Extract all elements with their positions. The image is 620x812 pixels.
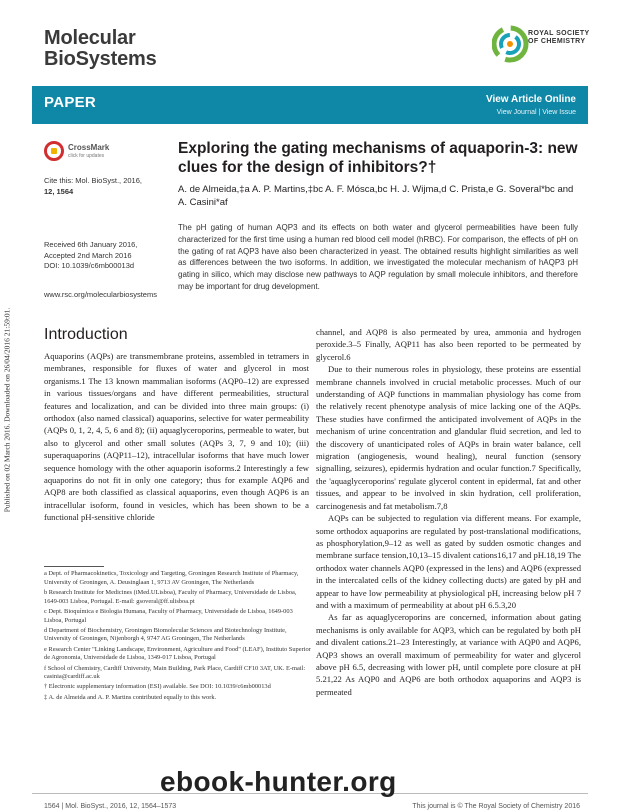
paragraph: channel, and AQP8 is also permeated by urea, ammonia and hydrogen peroxide.3–5 Finally, AQP11 has also been reported to be permeated by glycerol.6 bbox=[316, 327, 581, 362]
citation: Cite this: Mol. BioSyst., 2016, 12, 1564 bbox=[44, 176, 142, 196]
footnotes bbox=[44, 570, 312, 704]
journal-website-link[interactable]: www.rsc.org/molecularbiosystems bbox=[44, 290, 157, 299]
journal-name: Molecular BioSystems bbox=[44, 27, 157, 70]
footnote: c Dept. Bioquímica e Biologia Humana, Faculty of Pharmacy, Universidade de Lisboa, 1649-003 Lisboa, Portugal bbox=[44, 607, 293, 624]
article-type-banner bbox=[32, 86, 588, 124]
paragraph: Due to their numerous roles in physiology, these proteins are essential membrane channels involved in crucial metabolic processes. Much of our understanding of AQP functions in mammalian physiology has come from the relatively recent phenotype analysis of mice lacking one of the AQPs. These studies have confirmed the anticipated involvement of AQPs in the mechanism of urine concentration and glandular fluid secretion, and led to the discovery of unanticipated roles of AQPs in brain water balance, cell migration (angiogenesis, wound healing), neural function (sensory signalling, seizures), epidermis hydration and ocular function.7 Specifically, the 'aquaglyceroporins' regulate glycerol content in epidermal, fat and other tissues, and appear to be involved in skin hydration, cell proliferation, carcinogenesis and fat metabolism.7,8 bbox=[316, 364, 581, 511]
footnote: a Dept. of Pharmacokinetics, Toxicology and Targeting, Groningen Research Institute of Pharmacy, University of Groningen, A. Deusinglaan 1, 9713 AV Groningen, The Netherlands bbox=[44, 570, 299, 586]
download-stamp: Published on 02 March 2016. Downloaded on 26/04/2016 21:59:01. bbox=[2, 307, 12, 513]
footnote-divider bbox=[44, 566, 104, 567]
paragraph: Aquaporins (AQPs) are transmembrane proteins, assembled in tetramers in membranes, responsible for fluxes of water and glycerol in most organisms.1 The 13 known mammalian isoforms (AQP0–12) are expressed in various tissues/organs and have different permeabilities, structural features and localization, and can be divided into three main groups: (i) orthodox (also named classical) aquaporins, selective for water permeability (AQPs 0, 1, 2, 4, 5, 6 and 8); (ii) aquaglyceroporins, permeable to water, but also to glycerol and other small solutes (AQPs 3, 7, 9 and 10); (iii) superaquaporins (AQP11–12), intracellular isoforms that have much lower sequence homology with the other aquaporin isoforms.2 Interestingly a few aquaporins do not fit in only one category; thus for example AQP6 and AQP8 are both classified as classical aquaporins, even though AQP6 is an intracellular isoform, found in vesicles, which has been shown to be a functional pH-sensitive chloride bbox=[44, 351, 309, 523]
doi[interactable]: DOI: 10.1039/c6mb00013d bbox=[44, 261, 135, 270]
view-article-online-link[interactable]: View Article Online bbox=[485, 94, 576, 105]
crossmark-button[interactable]: CrossMark click for updates bbox=[44, 141, 124, 163]
footnote: d Department of Biochemistry, Groningen Biomolecular Sciences and Biotechnology Institute, University of Groningen, Nijenborgh 4, 9747 AG Groningen, The Netherlands bbox=[44, 626, 287, 643]
watermark: ebook-hunter.org bbox=[160, 766, 397, 797]
publisher-name: ROYAL SOCIETY OF CHEMISTRY bbox=[528, 30, 590, 45]
paragraph: AQPs can be subjected to regulation via different means. For example, some orthodox aquaporins are regulated by post-translational modifications, as phosphorylation,9–12 as well as gated by sudden osmotic changes and membrane surface tension,10,13–15 divalent cations16,17 and pH.18,19 The orthodox water channels AQP0 (expressed in the lens) and AQP6 (expressed in the intercalated cells of the kidney collecting ducts) are gated by pH and appear to have low permeability at physiological pH, increasing below pH 7 and with a maximum of permeability at about pH 6.5.3,20 bbox=[316, 513, 581, 610]
article-title: Exploring the gating mechanisms of aquaporin-3: new clues for the design of inhibitors?† bbox=[178, 140, 578, 176]
paragraph: As far as aquaglyceroporins are concerned, information about gating mechanisms is only available for AQP3, which can be regulated by both pH and divalent cations.21–23 Interestingly, at variance with AQP0 and AQP6, AQP3 shows an overall maximum of permeability for water and glycerol above pH 6.5, decreasing with lower pH, until complete pore closure at pH 5.21,22 As AQP0 and AQP6 are both orthodox aquaporins and AQP3 is permeated bbox=[316, 612, 581, 697]
section-heading-introduction: Introduction bbox=[44, 326, 128, 343]
article-type-label: PAPER bbox=[44, 94, 97, 111]
footnote: f School of Chemistry, Cardiff University, Main Building, Park Place, Cardiff CF10 3AT, UK. E-mail: casinia@cardiff.ac.uk bbox=[44, 664, 306, 681]
right-column-text bbox=[316, 326, 581, 698]
footnote: b Research Institute for Medicines (iMed.ULisboa), Faculty of Pharmacy, Universidade de Lisboa, 1649-003 Lisboa, Portugal. E-mail: gsoveral@ff.ulisboa.pt bbox=[44, 588, 297, 605]
article-dates: Received 6th January 2016, Accepted 2nd March 2016 DOI: 10.1039/c6mb00013d bbox=[44, 240, 138, 270]
footnote: e Research Center "Linking Landscape, Environment, Agriculture and Food" (LEAF), Instituto Superior de Agronomia, Universidade de Lisboa, 1349-017 Lisboa, Portugal bbox=[44, 645, 311, 662]
footnote: † Electronic supplementary information (ESI) available. See DOI: 10.1039/c6mb00013d bbox=[44, 683, 271, 691]
abstract: The pH gating of human AQP3 and its effects on both water and glycerol permeabilities have been fully characterized for the first time using a human red blood cell model (hRBC). For comparison, the effects of pH on the gating of rat AQP3 have also been characterized in yeast. The obtained results highlight similarities as well as differences between the two isoforms. In addition, we investigated the molecular mechanism of hAQP3 pH gating in silico, which may disclose new pathways to AQP regulation by small molecule inhibitors, and therefore may be important for drug development. bbox=[178, 223, 578, 291]
page-footer-copyright: This journal is © The Royal Society of Chemistry 2016 bbox=[412, 803, 580, 810]
page-footer-citation: 1564 | Mol. BioSyst., 2016, 12, 1564–1573 bbox=[44, 803, 177, 810]
author-list: A. de Almeida,‡a A. P. Martins,‡bc A. F. Mósca,bc H. J. Wijma,d C. Prista,e G. Soveral*bc and A. Casini*af bbox=[178, 184, 574, 208]
footnote: ‡ A. de Almeida and A. P. Martins contributed equally to this work. bbox=[44, 693, 217, 701]
left-column-text bbox=[44, 350, 309, 524]
view-journal-issue-links[interactable]: View Journal | View Issue bbox=[496, 109, 576, 116]
crossmark-icon bbox=[44, 141, 64, 161]
